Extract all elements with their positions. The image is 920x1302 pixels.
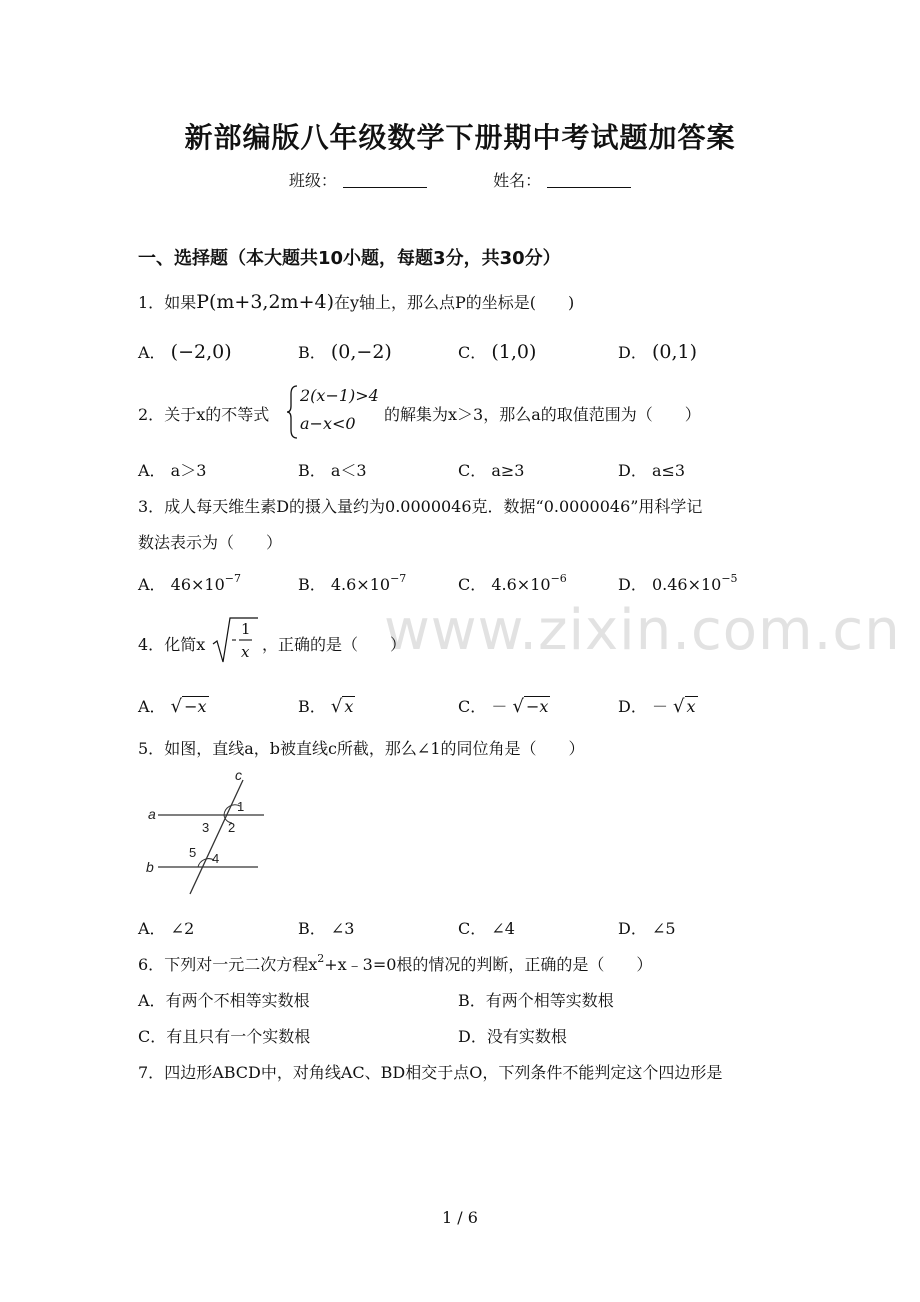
option-d: D． ∠5 bbox=[618, 919, 676, 938]
option-b: B． ∠3 bbox=[298, 919, 355, 938]
option-a: A．有两个不相等实数根 bbox=[138, 991, 310, 1010]
question-4-tail: ，正确的是（ ） bbox=[262, 635, 407, 654]
option-c: C． $4.6\times 10^{-6}$ bbox=[458, 572, 567, 594]
sqrt-icon: √ −x bbox=[170, 696, 207, 717]
page-title: 新部编版八年级数学下册期中考试题加答案 bbox=[184, 121, 736, 154]
sqrt-icon: √ x bbox=[673, 696, 696, 717]
sqrt-icon: √ x bbox=[330, 696, 354, 717]
option-a: A． √ −x bbox=[138, 696, 207, 717]
option-c: C．有且只有一个实数根 bbox=[138, 1027, 311, 1046]
angle-4-label: 4 bbox=[212, 851, 220, 866]
question-6: 6．下列对一元二次方程$x^2+x﹣3=0$根的情况的判断，正确的是（ ） bbox=[138, 952, 653, 974]
option-b: B． a＜3 bbox=[298, 461, 367, 480]
radical-sign-icon bbox=[212, 614, 258, 666]
radical-expression bbox=[212, 614, 258, 666]
question-number: 1． bbox=[138, 293, 165, 312]
watermark: www.zixin.com.cn bbox=[384, 598, 901, 663]
option-c: C． (1,0) bbox=[458, 341, 537, 363]
fraction-denominator: x bbox=[241, 643, 250, 661]
math-expression: P(m+3,2m+4) bbox=[196, 291, 334, 313]
question-text: 在y轴上，那么点P的坐标是( ) bbox=[334, 293, 575, 312]
option-b: B． (0,−2) bbox=[298, 341, 392, 363]
question-2-lead: 2．关于x的不等式 bbox=[138, 405, 270, 424]
line-c bbox=[190, 780, 243, 894]
question-text: 如果 bbox=[164, 293, 197, 312]
option-d: D． － √ x bbox=[618, 696, 696, 717]
option-d: D． $0.46\times 10^{-5}$ bbox=[618, 572, 738, 594]
inequality-system bbox=[286, 384, 378, 440]
page-number: 1 / 6 bbox=[442, 1208, 478, 1227]
name-blank bbox=[547, 173, 631, 188]
question-5: 5．如图，直线a，b被直线c所截，那么∠1的同位角是（ ） bbox=[138, 739, 585, 758]
option-a: A． ∠2 bbox=[138, 919, 195, 938]
option-b: B．有两个相等实数根 bbox=[458, 991, 614, 1010]
label-b: b bbox=[146, 859, 154, 875]
option-b: B． √ x bbox=[298, 696, 354, 717]
name-label: 姓名： bbox=[493, 171, 542, 190]
fraction-numerator: 1 bbox=[241, 620, 251, 638]
option-a: A． (−2,0) bbox=[138, 341, 232, 363]
inequality-line-1: 2(x−1)>4 bbox=[300, 386, 379, 405]
option-a: A． $46\times 10^{-7}$ bbox=[138, 572, 241, 594]
question-4-lead: 4．化简x bbox=[138, 635, 206, 654]
parallel-lines-figure bbox=[140, 766, 270, 896]
question-3-cont: 数法表示为（ ） bbox=[138, 533, 283, 552]
option-d: D． a≤3 bbox=[618, 461, 686, 480]
angle-5-label: 5 bbox=[189, 845, 197, 860]
option-c: C． ∠4 bbox=[458, 919, 515, 938]
question-2-tail: 的解集为x＞3，那么a的取值范围为（ ） bbox=[384, 405, 701, 424]
option-c: C． a≥3 bbox=[458, 461, 525, 480]
label-c: c bbox=[235, 767, 242, 783]
class-label: 班级： bbox=[288, 171, 337, 190]
option-a: A． a＞3 bbox=[138, 461, 207, 480]
class-blank bbox=[343, 173, 427, 188]
option-c: C． － √ −x bbox=[458, 696, 549, 717]
angle-3-label: 3 bbox=[202, 820, 210, 835]
section-heading: 一、选择题（本大题共10小题，每题3分，共30分） bbox=[138, 248, 561, 269]
question-7: 7．四边形ABCD中，对角线AC、BD相交于点O，下列条件不能判定这个四边形是 bbox=[138, 1063, 723, 1082]
option-d: D． (0,1) bbox=[618, 341, 697, 363]
option-d: D．没有实数根 bbox=[458, 1027, 567, 1046]
question-1 bbox=[138, 290, 574, 313]
option-b: B． $4.6\times 10^{-7}$ bbox=[298, 572, 407, 594]
angle-2-label: 2 bbox=[228, 820, 236, 835]
inequality-line-2: a−x<0 bbox=[300, 414, 356, 433]
sqrt-icon: √ −x bbox=[512, 696, 549, 717]
question-3: 3．成人每天维生素D的摄入量约为0.0000046克．数据“0.0000046”用科学记 bbox=[138, 497, 703, 516]
label-a: a bbox=[148, 806, 156, 822]
brace-icon bbox=[286, 384, 300, 440]
student-info-fields bbox=[0, 168, 920, 191]
angle-1-label: 1 bbox=[237, 799, 245, 814]
